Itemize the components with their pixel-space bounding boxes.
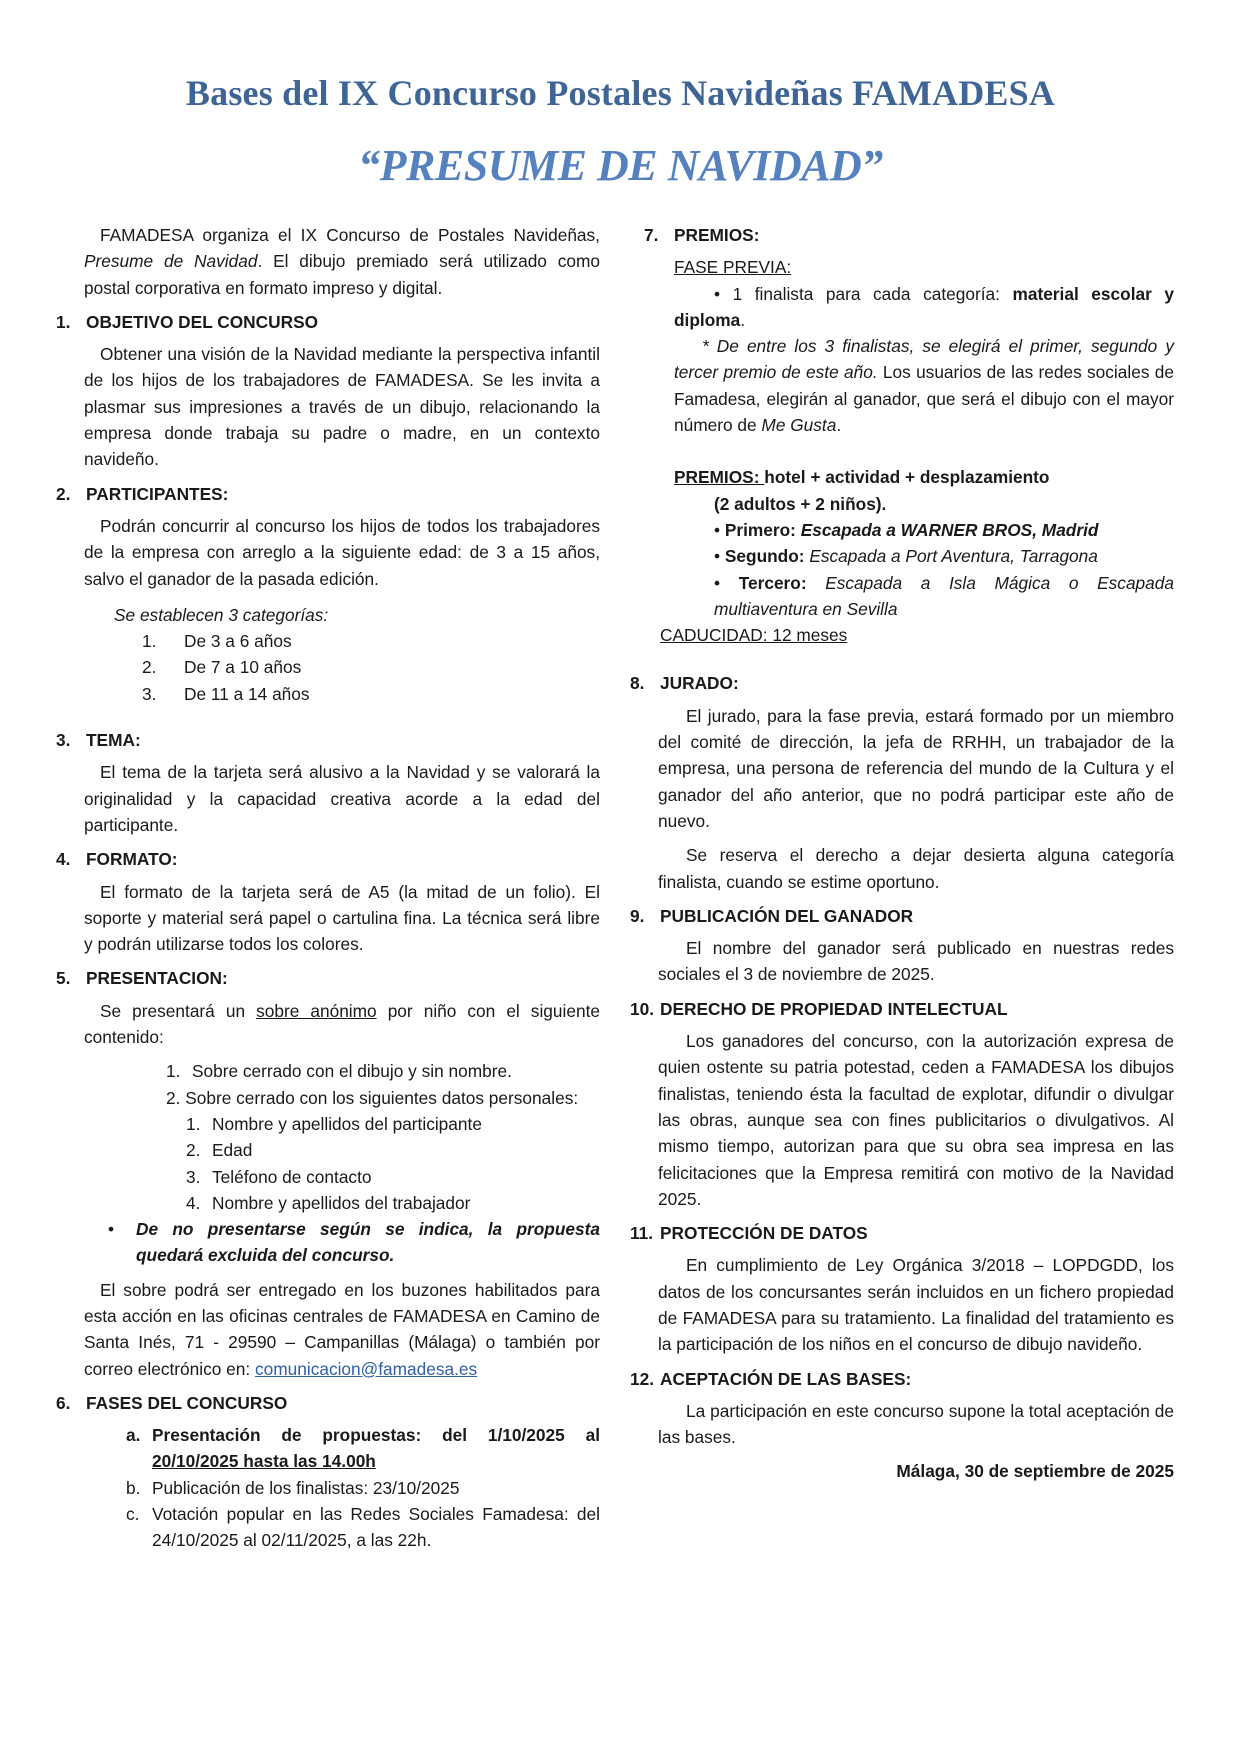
- phase-a-text: Presentación de propuestas: del 1/10/2025 al: [152, 1425, 600, 1446]
- prize-item: [714, 517, 1174, 543]
- delivery-text: [70, 1277, 600, 1382]
- prize-item: [714, 570, 1174, 623]
- finalist-text: • 1 finalista para cada categoría:: [714, 283, 1013, 304]
- publicacion-text: El nombre del ganador será publicado en nuestras redes sociales el 3 de noviembre de 2025.: [658, 938, 1174, 985]
- document-title: Bases del IX Concurso Postales Navideñas FAMADESA: [185, 73, 1056, 113]
- personal-data-item: [70, 1190, 600, 1216]
- section-heading-presentacion: [56, 965, 600, 991]
- phase-a-deadline: 20/10/2025 hasta las 14.00h: [152, 1451, 376, 1472]
- list-number: 2.: [166, 1087, 181, 1108]
- selection-note-text: Los usuarios de las redes sociales de Famadesa, elegirán al ganador, que será el dibujo con el mayor número de: [674, 362, 1174, 436]
- selection-note: [674, 333, 1174, 438]
- section-number: 8.: [630, 673, 645, 694]
- prize-description: Escapada a WARNER BROS, Madrid: [800, 519, 1099, 540]
- me-gusta-term: Me Gusta: [761, 415, 837, 436]
- exclusion-warning: [70, 1216, 600, 1269]
- bullet-icon: •: [108, 1219, 115, 1240]
- section-heading-tema: [56, 727, 600, 753]
- section-heading-publicacion: [630, 903, 1174, 929]
- formato-text: El formato de la tarjeta será de A5 (la mitad de un folio). El soporte y material será papel o cartulina fina. La técnica será libre y podrán utilizarse todos los colores.: [84, 881, 600, 955]
- document-subtitle: “PRESUME DE NAVIDAD”: [358, 141, 883, 190]
- section-heading-aceptacion: [630, 1366, 1174, 1392]
- phase-text: Votación popular en las Redes Sociales Famadesa: del 24/10/2025 al 02/11/2025, a las 22h.: [152, 1504, 600, 1551]
- participantes-text: Podrán concurrir al concurso los hijos de todos los trabajadores de la empresa con arreglo a la siguiente edad: de 3 a 15 años, salvo el ganador de la pasada edición.: [84, 515, 600, 589]
- prize-place: Segundo:: [724, 546, 810, 567]
- section-heading-propiedad: [630, 996, 1174, 1022]
- jurado-reserve-text: Se reserva el derecho a dejar desierta alguna categoría finalista, cuando se estime oportuno.: [658, 845, 1174, 892]
- category-item: [70, 681, 600, 707]
- jurado-text: El jurado, para la fase previa, estará formado por un miembro del comité de dirección, la jefa de RRHH, un trabajador de la empresa, una persona de referencia del mundo de la Cultura y el ganador del año anterior, que no podrá participar este año de nuevo.: [658, 705, 1174, 831]
- section-title: ACEPTACIÓN DE LAS BASES:: [660, 1368, 912, 1389]
- fase-previa-title: FASE PREVIA:: [674, 257, 792, 278]
- caducidad-label: [660, 622, 1174, 648]
- envelope-item-text: Sobre cerrado con el dibujo y sin nombre.: [192, 1061, 512, 1082]
- personal-data-item: [70, 1111, 600, 1137]
- section-heading-participantes: [56, 481, 600, 507]
- phase-item: [70, 1422, 600, 1475]
- category-item: [70, 628, 600, 654]
- intro-text-end: . El dibujo premiado será utilizado como postal corporativa en formato impreso y digital.: [84, 251, 600, 298]
- prize-item: [714, 543, 1174, 569]
- intro-text: FAMADESA organiza el IX Concurso de Postales Navideñas,: [100, 225, 600, 245]
- presentacion-text: [70, 998, 600, 1051]
- intro-paragraph: [70, 222, 600, 301]
- phase-text: Publicación de los finalistas: 23/10/2025: [152, 1477, 460, 1498]
- category-item: [70, 654, 600, 680]
- exclusion-warning-text: De no presentarse según se indica, la propuesta quedará excluida del concurso.: [136, 1219, 600, 1266]
- category-label: De 11 a 14 años: [184, 683, 310, 704]
- envelope-item-1: [70, 1058, 600, 1084]
- phase-text: [152, 1422, 600, 1475]
- section-title: PREMIOS:: [674, 225, 760, 245]
- section-title: JURADO:: [660, 673, 739, 694]
- section-number: 2.: [56, 483, 71, 504]
- section-number: 12.: [630, 1368, 655, 1389]
- datos-text: En cumplimiento de Ley Orgánica 3/2018 – LOPDGDD, los datos de los concursantes serán incluidos en un fichero propiedad de FAMADESA para su tratamiento. La finalidad del tratamiento es la participación de los niños en el concurso de dibujo navideño.: [658, 1255, 1174, 1355]
- prizes-block: [674, 491, 1174, 622]
- personal-data-label: Nombre y apellidos del trabajador: [212, 1192, 471, 1213]
- section-number: 3.: [56, 730, 71, 751]
- objetivo-text: Obtener una visión de la Navidad mediante la perspectiva infantil de los hijos de los trabajadores de FAMADESA. Se les invita a plasmar sus impresiones a través de un dibujo, relacionando la empresa donde trabaja su padre o madre, en un contexto navideño.: [84, 344, 600, 470]
- list-letter: a.: [126, 1425, 141, 1446]
- section-title: OBJETIVO DEL CONCURSO: [86, 311, 319, 332]
- list-number: 1.: [142, 631, 157, 652]
- personal-data-label: Teléfono de contacto: [212, 1166, 372, 1187]
- section-number: 1.: [56, 311, 71, 332]
- fase-previa-label: [674, 254, 1174, 280]
- selection-note-italic: * De entre los 3 finalistas, se elegirá el primer, segundo y tercer premio de este año.: [674, 336, 1174, 383]
- personal-data-label: Edad: [212, 1140, 253, 1161]
- personal-data-list: [70, 1111, 600, 1216]
- prize-description: Escapada a Port Aventura, Tarragona: [809, 546, 1098, 567]
- list-number: 4.: [186, 1192, 201, 1213]
- list-number: 3.: [186, 1166, 201, 1187]
- section-number: 7.: [644, 225, 659, 245]
- prize-description: Escapada a Isla Mágica o Escapada multiaventura en Sevilla: [714, 572, 1174, 619]
- phase-item: [70, 1501, 600, 1554]
- envelope-item-text: Sobre cerrado con los siguientes datos personales:: [185, 1087, 579, 1108]
- categories-label: Se establecen 3 categorías:: [114, 604, 329, 625]
- list-number: 3.: [142, 683, 157, 704]
- anonymous-envelope-term: sobre anónimo: [256, 1000, 377, 1021]
- section-title: FASES DEL CONCURSO: [86, 1392, 288, 1413]
- left-column: [56, 222, 600, 1554]
- prize-place: Tercero:: [738, 572, 826, 593]
- section-heading-datos: [630, 1220, 1174, 1246]
- phases-list: [70, 1422, 600, 1553]
- list-letter: b.: [126, 1477, 141, 1498]
- section-title: PROTECCIÓN DE DATOS: [660, 1223, 868, 1244]
- phase-item: [70, 1475, 600, 1501]
- propiedad-text: Los ganadores del concurso, con la autorización expresa de quien ostente su patria potestad, ceden a FAMADESA los dibujos finalistas, teniendo ésta la facultad de explotar, difundir o divulgar las obras, aunque sea con fines publicitarios o divulgativos. Al mismo tiempo, autorizan para que su obra sea impresa en las felicitaciones que la Empresa remitirá con motivo de la Navidad 2025.: [658, 1031, 1174, 1209]
- personal-data-label: Nombre y apellidos del participante: [212, 1113, 482, 1134]
- section-heading-formato: [56, 846, 600, 872]
- section-title: PRESENTACION:: [86, 968, 228, 989]
- section-heading-jurado: [630, 670, 1174, 696]
- section-title: DERECHO DE PROPIEDAD INTELECTUAL: [660, 998, 1008, 1019]
- prize-place: Primero:: [724, 519, 801, 540]
- finalist-prize-items: material escolar y diploma: [674, 283, 1174, 330]
- section-title: PUBLICACIÓN DEL GANADOR: [660, 905, 914, 926]
- personal-data-item: [70, 1137, 600, 1163]
- category-label: De 7 a 10 años: [184, 657, 302, 678]
- list-letter: c.: [126, 1504, 140, 1525]
- premios-summary: [674, 464, 1174, 490]
- section-number: 5.: [56, 968, 71, 989]
- list-number: 1.: [186, 1113, 201, 1134]
- section-title: FORMATO:: [86, 849, 178, 870]
- list-number: 2.: [186, 1140, 201, 1161]
- section-number: 9.: [630, 905, 645, 926]
- contest-name: Presume de Navidad: [84, 251, 258, 272]
- section-heading-fases: [56, 1390, 600, 1416]
- presentacion-text-a: Se presentará un: [100, 1000, 257, 1021]
- personal-data-item: [70, 1164, 600, 1190]
- tema-text: El tema de la tarjeta será alusivo a la Navidad y se valorará la originalidad y la capacidad creativa acorde a la edad del participante.: [84, 762, 600, 835]
- right-column: [630, 222, 1174, 1485]
- list-number: 2.: [142, 657, 157, 678]
- envelope-item-2: [70, 1085, 600, 1111]
- delivery-address-text: El sobre podrá ser entregado en los buzones habilitados para esta acción en las oficinas centrales de FAMADESA en Camino de Santa Inés, 71 - 29590 – Campanillas (Málaga) o también por correo electrónico en:: [84, 1279, 600, 1379]
- premios-content: [644, 254, 1174, 648]
- premios-people: (2 adultos + 2 niños).: [714, 493, 887, 514]
- bullet-icon: •: [714, 546, 721, 567]
- categories-list: [70, 628, 600, 707]
- bullet-icon: •: [714, 519, 721, 540]
- signature-date: Málaga, 30 de septiembre de 2025: [896, 1461, 1174, 1482]
- section-title: PARTICIPANTES:: [86, 483, 229, 504]
- email-link[interactable]: comunicacion@famadesa.es: [254, 1358, 478, 1379]
- section-number: 11.: [630, 1223, 654, 1244]
- aceptacion-text: La participación en este concurso supone la total aceptación de las bases.: [658, 1400, 1174, 1448]
- presentacion-text-b: por niño con el siguiente contenido:: [84, 1000, 600, 1048]
- premios-label: PREMIOS:: [674, 467, 765, 488]
- section-number: 6.: [56, 1392, 71, 1413]
- finalist-end: .: [740, 309, 746, 330]
- category-label: De 3 a 6 años: [184, 631, 292, 652]
- bullet-icon: •: [714, 572, 721, 593]
- section-heading-objetivo: [56, 309, 600, 335]
- section-number: 10.: [630, 998, 655, 1019]
- premios-description: hotel + actividad + desplazamiento: [764, 467, 1050, 488]
- section-title: TEMA:: [86, 730, 141, 751]
- caducidad-text: CADUCIDAD: 12 meses: [660, 625, 848, 646]
- selection-note-end: .: [836, 415, 842, 436]
- finalist-prize: [660, 281, 1174, 334]
- section-number: 4.: [56, 849, 71, 870]
- section-heading-premios: [644, 222, 1174, 248]
- list-number: 1.: [166, 1061, 181, 1082]
